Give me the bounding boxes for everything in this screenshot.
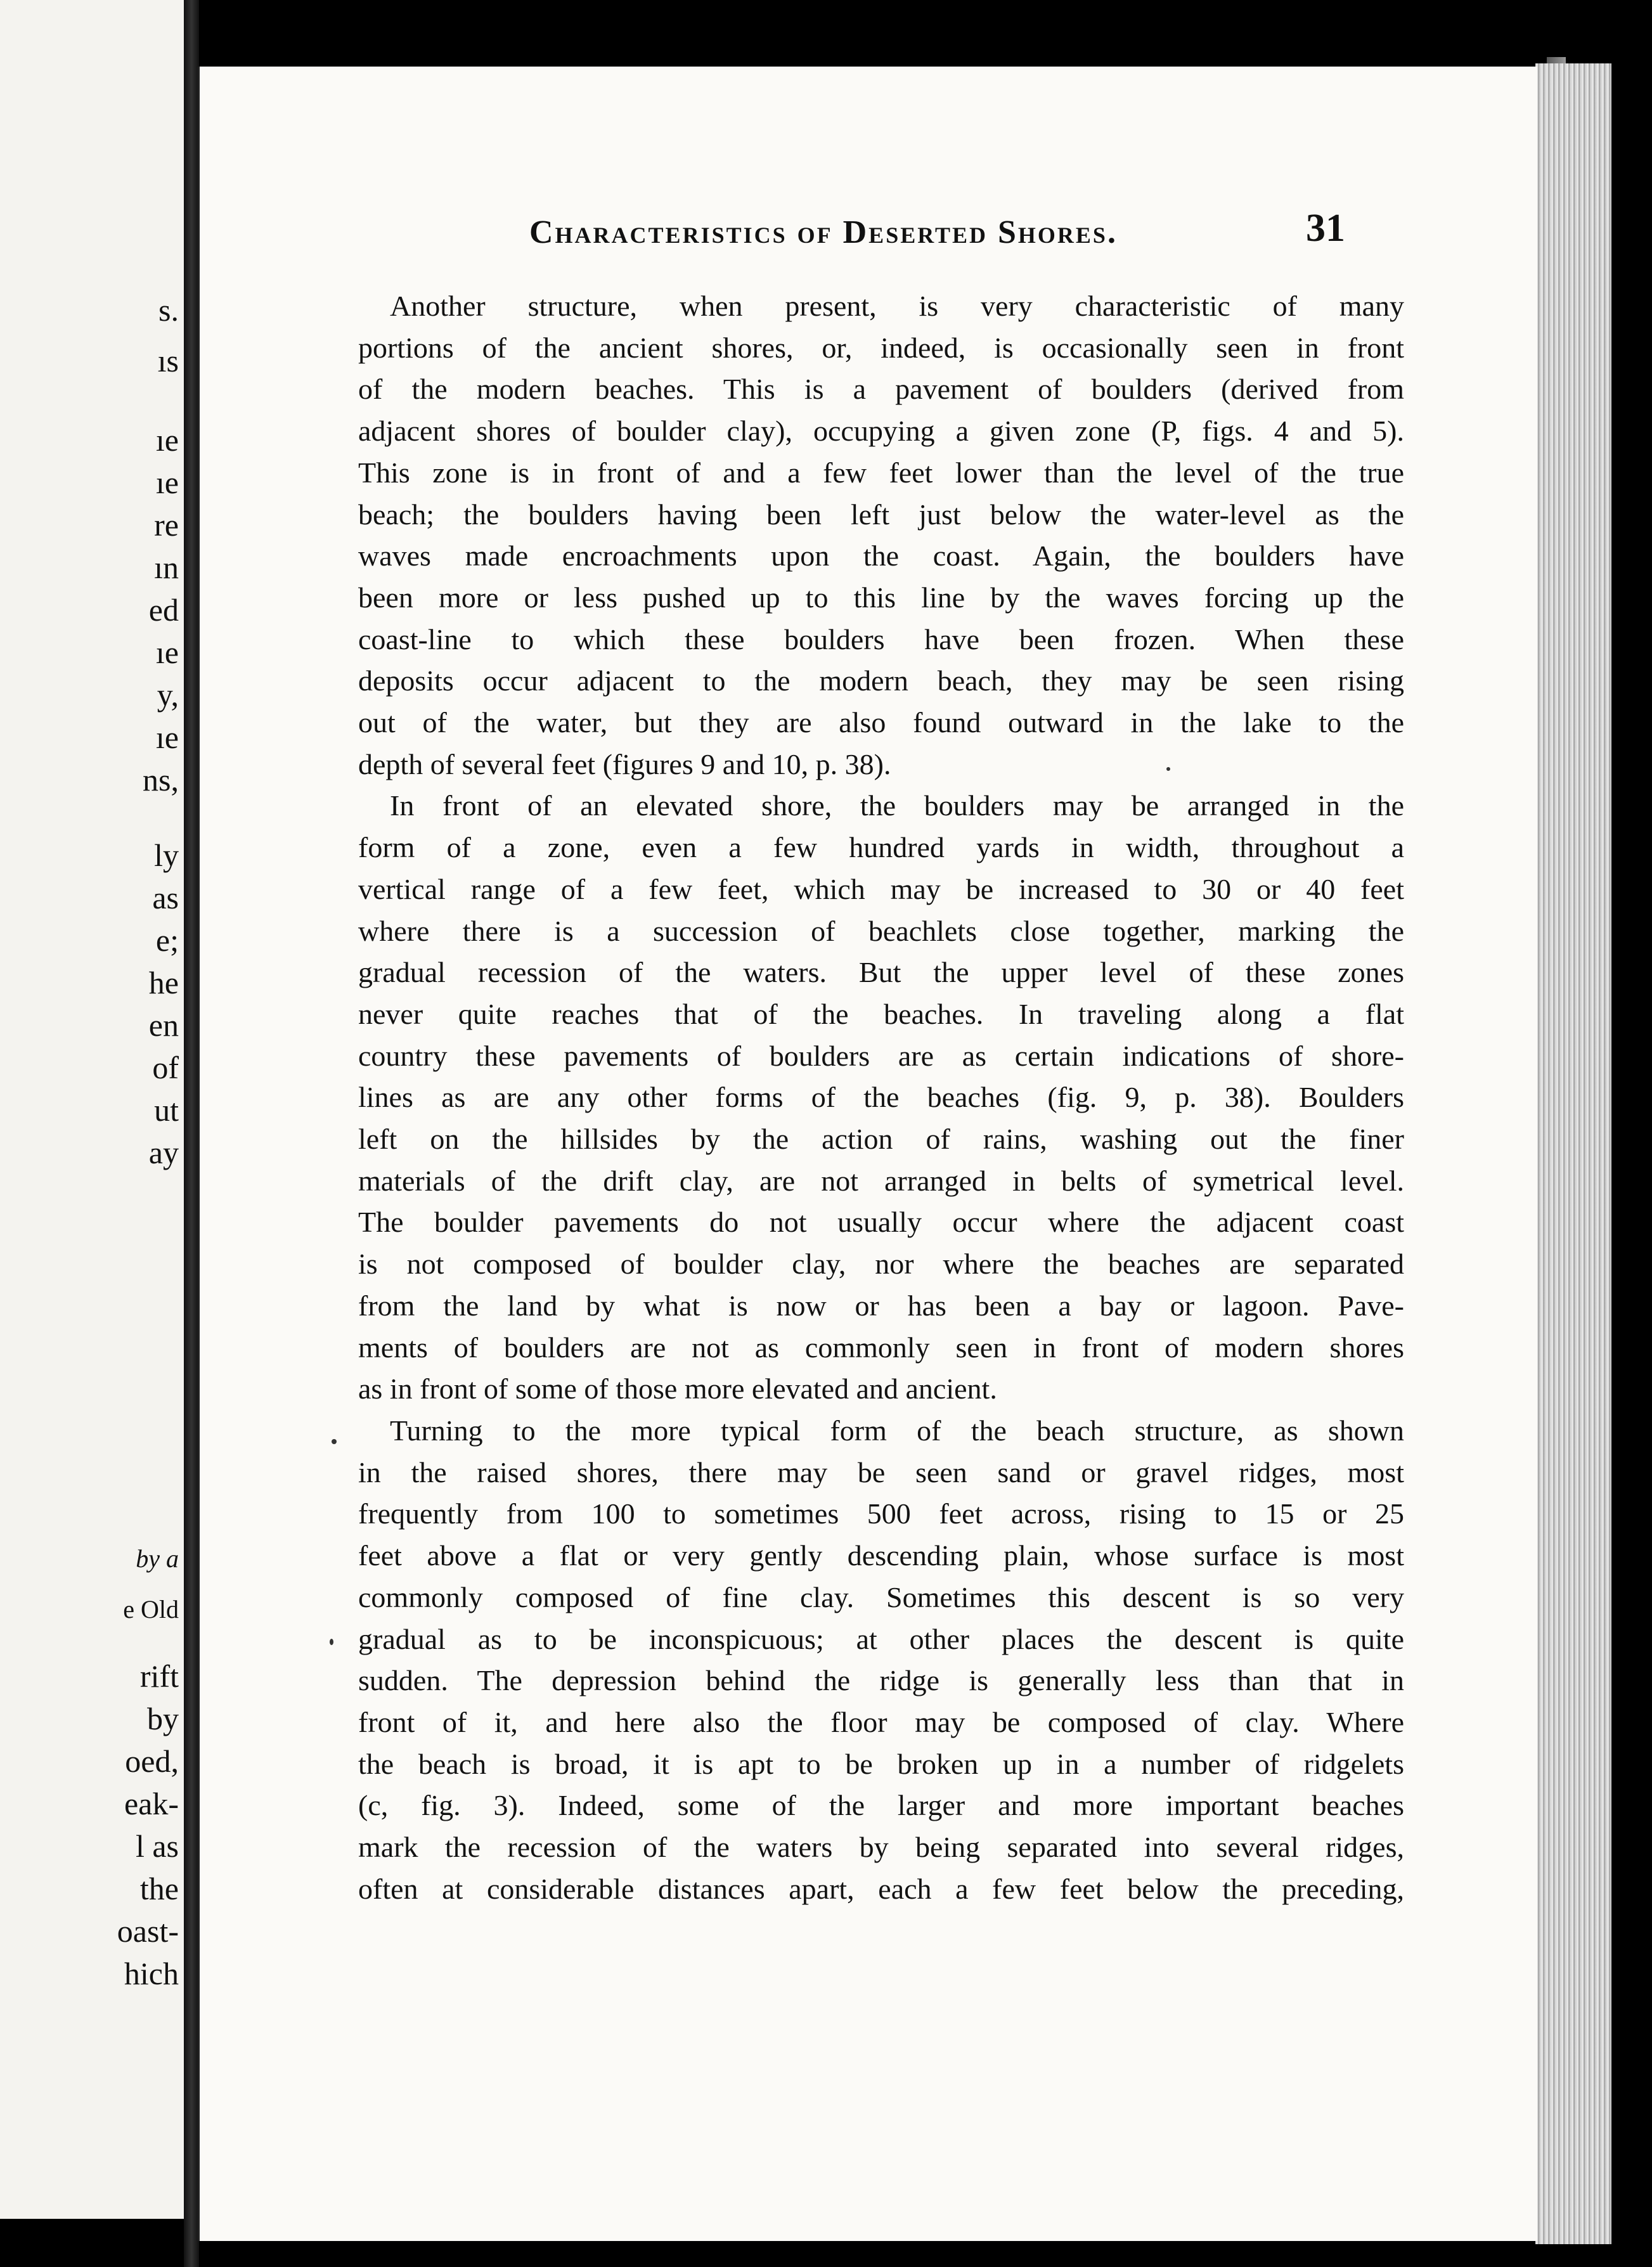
left-fragment: the <box>139 1871 179 1906</box>
paragraph-3 <box>358 1410 1404 1909</box>
text-line: been more or less pushed up to this line by the waves forcing up the <box>358 581 1404 614</box>
text-line: depth of several feet (figures 9 and 10, p. 38). <box>358 747 891 780</box>
left-fragment: ut <box>154 1092 179 1128</box>
text-line: form of a zone, even a few hundred yards in width, throughout a <box>358 831 1404 864</box>
text-line: frequently from 100 to sometimes 500 feet across, rising to 15 or 25 <box>358 1497 1404 1530</box>
book-gutter <box>184 0 199 2267</box>
left-fragment: ıs <box>157 343 179 378</box>
left-fragment: by a <box>136 1544 179 1573</box>
left-fragment: ns, <box>143 762 179 798</box>
running-title: Characteristics of Deserted Shores. <box>529 214 1118 250</box>
left-fragment: eak- <box>124 1786 179 1821</box>
left-fragment: oast- <box>117 1913 179 1949</box>
text-line: often at considerable distances apart, each a few feet below the preceding, <box>358 1872 1404 1905</box>
text-line: out of the water, but they are also found outward in the lake to the <box>358 706 1404 739</box>
left-fragment: l as <box>135 1828 179 1864</box>
left-fragment: re <box>154 507 179 543</box>
text-line: coast-line to which these boulders have been frozen. When these <box>358 623 1404 656</box>
text-line: gradual recession of the waters. But the upper level of these zones <box>358 956 1404 989</box>
left-fragment: he <box>148 965 179 1000</box>
text-line: is not composed of boulder clay, nor where the beaches are separated <box>358 1248 1404 1281</box>
text-line: front of it, and here also the floor may be composed of clay. Where <box>358 1705 1404 1738</box>
text-line: (c, fig. 3). Indeed, some of the larger and more important beaches <box>358 1789 1404 1822</box>
left-fragment: e; <box>155 922 179 958</box>
page-edges <box>1535 63 1611 2244</box>
left-fragment: ıe <box>155 635 179 670</box>
left-fragment: s. <box>158 292 179 328</box>
left-fragment: ed <box>148 592 179 628</box>
text-line: Turning to the more typical form of the beach structure, as shown <box>390 1414 1404 1447</box>
text-line: the beach is broad, it is apt to be broken up in a number of ridgelets <box>358 1747 1404 1780</box>
text-line: The boulder pavements do not usually occur where the adjacent coast <box>358 1206 1404 1239</box>
text-line: This zone is in front of and a few feet lower than the level of the true <box>358 456 1404 489</box>
left-page-text-bottom <box>58 1521 179 2029</box>
text-line: where there is a succession of beachlets close together, marking the <box>358 914 1404 947</box>
ink-speck <box>1166 767 1170 771</box>
left-fragment: as <box>152 880 179 915</box>
left-fragment: oed, <box>125 1743 179 1779</box>
text-line: waves made encroachments upon the coast. Again, the boulders have <box>358 539 1404 572</box>
text-line: sudden. The depression behind the ridge is generally less than that in <box>358 1664 1404 1697</box>
text-line: of the modern beaches. This is a pavement of boulders (derived from <box>358 373 1404 406</box>
paragraph-2 <box>358 785 1404 1410</box>
body-text <box>358 285 1404 1909</box>
text-line: ments of boulders are not as commonly seen in front of modern shores <box>358 1331 1404 1364</box>
left-fragment: ıe <box>155 422 179 458</box>
text-line: deposits occur adjacent to the modern beach, they may be seen rising <box>358 664 1404 697</box>
ink-speck <box>330 1639 333 1645</box>
text-line: country these pavements of boulders are as certain indications of shore- <box>358 1039 1404 1072</box>
left-fragment: ly <box>154 837 179 873</box>
text-line: materials of the drift clay, are not arranged in belts of symetrical level. <box>358 1164 1404 1197</box>
text-line: feet above a flat or very gently descending plain, whose surface is most <box>358 1539 1404 1572</box>
page-number: 31 <box>1306 207 1345 250</box>
text-line: from the land by what is now or has been a bay or lagoon. Pave- <box>358 1289 1404 1322</box>
text-line: gradual as to be inconspicuous; at other places the descent is quite <box>358 1622 1404 1655</box>
left-fragment: hich <box>124 1956 179 1991</box>
left-fragment: by <box>147 1701 179 1736</box>
ink-speck <box>332 1439 337 1444</box>
left-page-text-top <box>58 279 179 1170</box>
text-line: commonly composed of fine clay. Sometimes this descent is so very <box>358 1580 1404 1613</box>
left-fragment: ay <box>148 1135 179 1170</box>
left-fragment: en <box>148 1007 179 1043</box>
paragraph-1 <box>358 285 1404 785</box>
book-page <box>198 67 1537 2241</box>
text-line: never quite reaches that of the beaches. In traveling along a flat <box>358 997 1404 1030</box>
left-fragment: e Old <box>123 1595 179 1624</box>
left-page-fragment <box>0 0 186 2219</box>
text-line: vertical range of a few feet, which may be increased to 30 or 40 feet <box>358 872 1404 905</box>
text-line: as in front of some of those more elevated and ancient. <box>358 1372 997 1405</box>
text-line: in the raised shores, there may be seen sand or gravel ridges, most <box>358 1456 1404 1489</box>
text-line: Another structure, when present, is very characteristic of many <box>390 290 1404 322</box>
text-line: mark the recession of the waters by being separated into several ridges, <box>358 1831 1404 1864</box>
left-fragment: of <box>152 1050 179 1085</box>
text-line: portions of the ancient shores, or, indeed, is occasionally seen in front <box>358 331 1404 364</box>
left-fragment: ıe <box>155 465 179 500</box>
text-line: beach; the boulders having been left just below the water-level as the <box>358 498 1404 531</box>
text-line: lines as are any other forms of the beaches (fig. 9, p. 38). Boulders <box>358 1081 1404 1114</box>
text-line: left on the hillsides by the action of rains, washing out the finer <box>358 1123 1404 1156</box>
text-line: In front of an elevated shore, the boulders may be arranged in the <box>390 789 1404 822</box>
running-head <box>200 206 1537 263</box>
left-fragment: ıe <box>155 720 179 755</box>
left-fragment: ın <box>154 550 179 585</box>
text-line: adjacent shores of boulder clay), occupying a given zone (P, figs. 4 and 5). <box>358 415 1404 448</box>
left-fragment: y, <box>157 677 179 713</box>
left-fragment: rift <box>139 1658 179 1694</box>
